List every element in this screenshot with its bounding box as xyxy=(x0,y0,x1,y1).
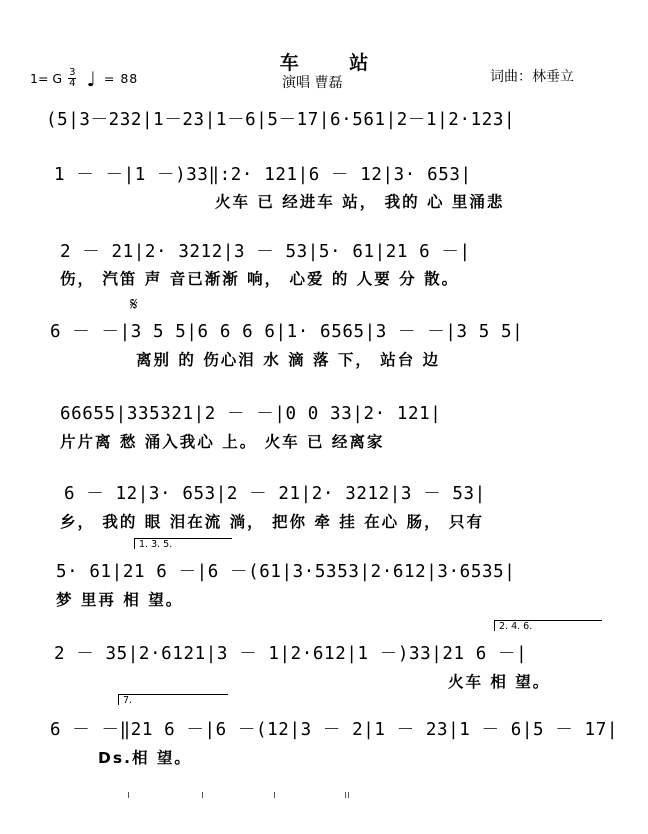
notation-line-2: 1 － －|1 －)33‖:2· 121|6 － 12|3· 653| xyxy=(54,165,472,185)
notation-line-5: 66655|335321|2 － －|0 0 33|2· 121| xyxy=(60,404,442,424)
volta-bracket-3 xyxy=(118,694,228,706)
lyric-line-7: 梦 里再 相 望。 xyxy=(56,591,184,609)
time-bottom: 4 xyxy=(69,78,76,89)
volta-bracket-1 xyxy=(134,538,232,550)
segno-icon: 𝄋 xyxy=(130,294,138,315)
lyric-line-6: 乡， 我的 眼 泪在流 淌， 把你 牵 挂 在心 肠， 只有 xyxy=(60,513,484,531)
lyric-line-4: 离别 的 伤心泪 水 滴 落 下， 站台 边 xyxy=(136,351,441,369)
time-signature xyxy=(68,68,76,89)
notation-line-8: 2 － 35|2·6121|3 － 1|2·612|1 －)33|21 6 －| xyxy=(54,644,528,664)
key-signature: 1= G xyxy=(30,71,63,86)
page-edge-tick xyxy=(348,792,349,798)
notation-line-7: 5· 61|21 6 －|6 －(61|3·5353|2·612|3·6535| xyxy=(56,562,516,582)
quarter-note-icon: ♩ xyxy=(86,66,96,91)
page-edge-tick xyxy=(128,792,129,798)
volta-label-3: 7. xyxy=(118,694,228,705)
page-edge-tick xyxy=(274,792,275,798)
song-title: 车 站 xyxy=(279,52,391,74)
lyric-line-8: 火车 相 望。 xyxy=(448,673,551,691)
volta-label-2: 2. 4. 6. xyxy=(494,620,602,631)
page-edge-tick xyxy=(202,792,203,798)
notation-line-4: 6 － －|3 5 5|6 6 6 6|1· 6565|3 － －|3 5 5| xyxy=(50,322,524,342)
time-top: 3 xyxy=(69,67,76,78)
tempo-value: = 88 xyxy=(103,71,139,86)
author-credit: 词曲：林垂立 xyxy=(490,69,574,85)
key-tempo xyxy=(30,68,138,89)
singer-credit: 演唱 曹磊 xyxy=(282,75,343,91)
notation-line-1: (5|3－232|1－23|1－6|5－17|6·561|2－1|2·123| xyxy=(46,110,516,130)
notation-line-9: 6 － －‖21 6 －|6 －(12|3 － 2|1 － 23|1 － 6|5 － 17| xyxy=(50,720,618,740)
lyric-line-2: 火车 已 经进车 站， 我的 心 里涌悲 xyxy=(215,193,505,211)
lyric-line-9: Ds.相 望。 xyxy=(98,749,192,767)
notation-line-3: 2 － 21|2· 3212|3 － 53|5· 61|21 6 －| xyxy=(60,242,471,262)
page-edge-tick xyxy=(345,792,346,798)
lyric-line-3: 伤， 汽笛 声 音已渐渐 响， 心爱 的 人要 分 散。 xyxy=(60,270,460,288)
notation-line-6: 6 － 12|3· 653|2 － 21|2· 3212|3 － 53| xyxy=(64,484,486,504)
volta-label-1: 1. 3. 5. xyxy=(134,538,232,549)
volta-bracket-2 xyxy=(494,620,602,632)
lyric-line-5: 片片离 愁 涌入我心 上。 火车 已 经离家 xyxy=(60,433,385,451)
